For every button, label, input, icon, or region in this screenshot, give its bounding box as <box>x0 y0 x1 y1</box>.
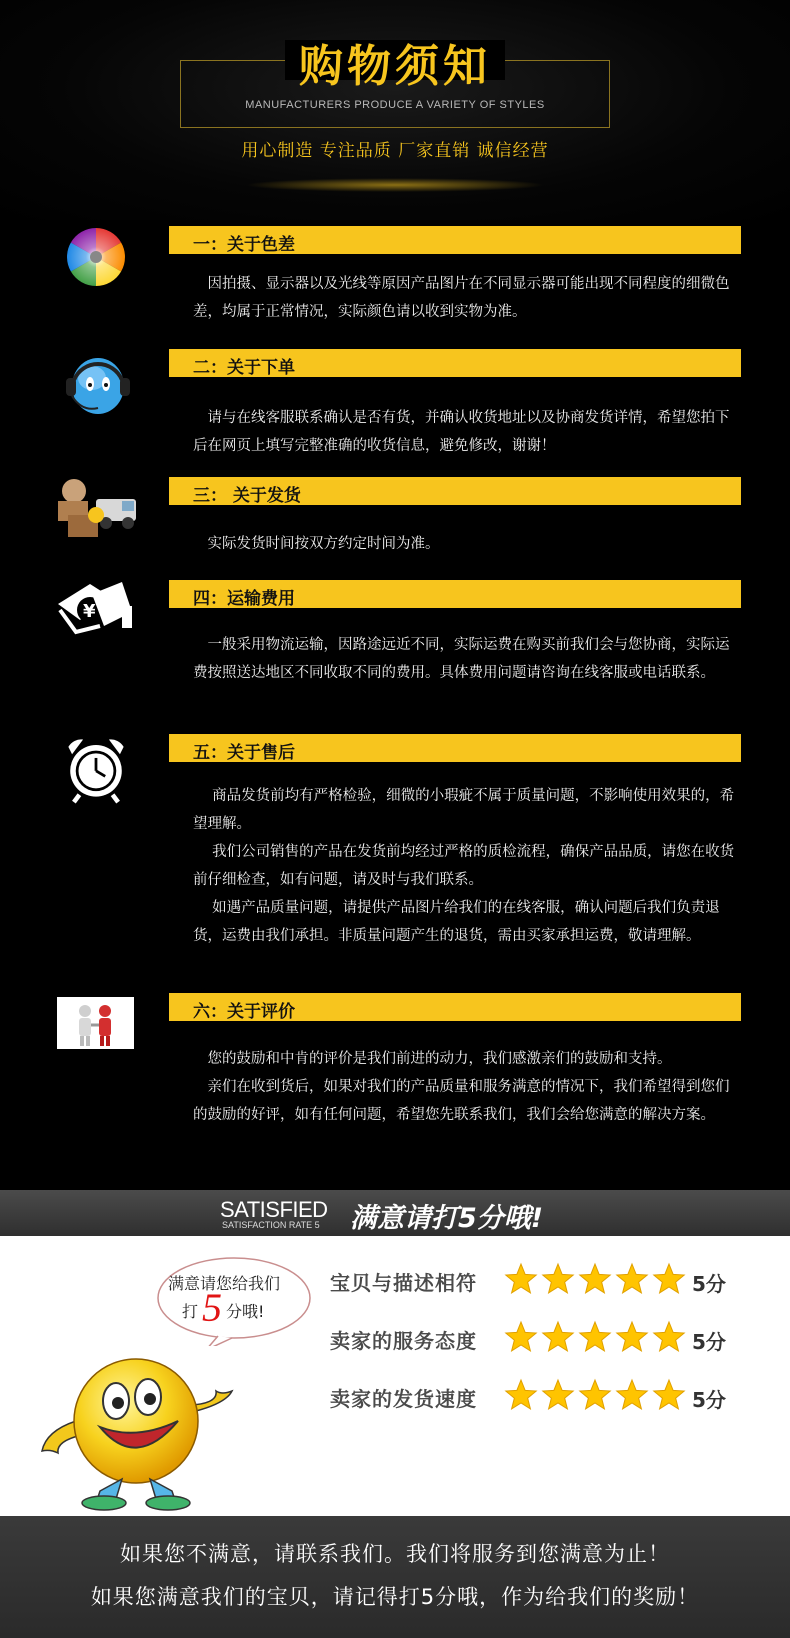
color-wheel-icon <box>52 222 140 292</box>
handshake-icon <box>57 997 134 1049</box>
header <box>0 0 790 220</box>
star-icon <box>543 1264 573 1293</box>
section-paragraph: 一般采用物流运输，因路途远近不同，实际运费在购买前我们会与您协商，实际运费按照送达地区不同收取不同的费用。具体费用问题请咨询在线客服或电话联系。 <box>193 637 730 681</box>
bubble-line-2a: 打 <box>182 1302 199 1321</box>
section-body <box>193 1045 741 1129</box>
svg-text:¥: ¥ <box>83 601 96 622</box>
section-body <box>193 270 741 326</box>
section-header-bar <box>169 349 741 377</box>
star-icon <box>543 1380 573 1409</box>
section-title: 六：关于评价 <box>193 1002 295 1022</box>
satisfied-en: SATISFIED <box>220 1197 328 1222</box>
star-icon <box>506 1380 536 1409</box>
star-icon <box>506 1264 536 1293</box>
five-stars-icon <box>503 1320 688 1356</box>
star-icon <box>617 1322 647 1351</box>
satisfied-en-sub: SATISFACTION RATE 5 <box>222 1220 320 1230</box>
section-paragraph: 因拍摄、显示器以及光线等原因产品图片在不同显示器可能出现不同程度的细微色差，均属于正常情况，实际颜色请以收到实物为准。 <box>193 276 730 320</box>
section-paragraph: 实际发货时间按双方约定时间为准。 <box>193 536 440 552</box>
page-title: 购物须知 <box>299 41 491 92</box>
rating-score: 5分 <box>692 1272 726 1296</box>
section-body <box>193 530 741 558</box>
section-paragraph: 亲们在收到货后，如果对我们的产品质量和服务满意的情况下，我们希望得到您们的鼓励的好评，如有任何问题，希望您先联系我们，我们会给您满意的解决方案。 <box>193 1079 730 1123</box>
section-title: 四：运输费用 <box>193 589 295 609</box>
glow-divider <box>245 178 545 192</box>
customer-service-icon <box>52 350 140 420</box>
star-icon <box>654 1264 684 1293</box>
star-icon <box>543 1322 573 1351</box>
bubble-line-2b: 分哦! <box>226 1302 265 1321</box>
star-icon <box>580 1380 610 1409</box>
smiley-mascot-icon <box>36 1331 236 1511</box>
section-paragraph: 如遇产品质量问题，请提供产品图片给我们的在线客服，确认问题后我们负责退货，运费由我们承担。非质量问题产生的退货，需由买家承担运费，敬请理解。 <box>193 900 720 944</box>
star-icon <box>654 1322 684 1351</box>
rating-row <box>320 1376 740 1416</box>
footer-line-1: 如果您不满意，请联系我们。我们将服务到您满意为止！ <box>120 1542 670 1566</box>
section-header-bar <box>169 993 741 1021</box>
footer <box>0 1516 790 1638</box>
rating-area <box>0 1236 790 1516</box>
star-icon <box>617 1264 647 1293</box>
money-icon <box>52 576 140 646</box>
section-header-bar <box>169 580 741 608</box>
star-icon <box>617 1380 647 1409</box>
section-paragraph: 您的鼓励和中肯的评价是我们前进的动力，我们感激亲们的鼓励和支持。 <box>193 1051 672 1067</box>
page-subtitle: MANUFACTURERS PRODUCE A VARIETY OF STYLES <box>245 99 545 111</box>
section-title: 一：关于色差 <box>193 235 295 255</box>
star-icon <box>580 1322 610 1351</box>
bubble-five: 5 <box>202 1285 222 1330</box>
section-title: 五：关于售后 <box>193 743 295 763</box>
section-title: 三： 关于发货 <box>193 486 301 506</box>
five-stars-icon <box>503 1262 688 1298</box>
satisfied-cn: 满意请打5分哦! <box>350 1203 544 1234</box>
delivery-icon <box>52 475 140 545</box>
rating-row <box>320 1260 740 1300</box>
rating-label: 卖家的发货速度 <box>330 1387 477 1411</box>
star-icon <box>506 1322 536 1351</box>
satisfied-banner <box>0 1190 790 1236</box>
star-icon <box>654 1380 684 1409</box>
section-body <box>193 631 741 687</box>
section-header-bar <box>169 226 741 254</box>
footer-line-2: 如果您满意我们的宝贝，请记得打5分哦，作为给我们的奖励！ <box>90 1585 700 1609</box>
rating-score: 5分 <box>692 1330 726 1354</box>
section-paragraph: 商品发货前均有严格检验，细微的小瑕疵不属于质量问题，不影响使用效果的，希望理解。 <box>193 788 735 832</box>
slogan: 用心制造 专注品质 厂家直销 诚信经营 <box>241 141 549 161</box>
rating-score: 5分 <box>692 1388 726 1412</box>
rating-label: 卖家的服务态度 <box>330 1329 477 1353</box>
section-paragraph: 请与在线客服联系确认是否有货，并确认收货地址以及协商发货详情，希望您拍下后在网页上填写完整准确的收货信息，避免修改，谢谢！ <box>193 410 730 454</box>
section-title: 二：关于下单 <box>193 358 295 378</box>
alarm-clock-icon <box>52 734 140 804</box>
star-icon <box>580 1264 610 1293</box>
section-header-bar <box>169 477 741 505</box>
section-paragraph: 我们公司销售的产品在发货前均经过严格的质检流程，确保产品品质，请您在收货前仔细检查，如有问题，请及时与我们联系。 <box>193 844 735 888</box>
section-body <box>193 404 741 460</box>
section-header-bar <box>169 734 741 762</box>
bubble-line-1: 满意请您给我们 <box>168 1274 281 1293</box>
five-stars-icon <box>503 1378 688 1414</box>
rating-label: 宝贝与描述相符 <box>330 1271 477 1295</box>
rating-row <box>320 1318 740 1358</box>
section-body <box>193 782 741 950</box>
